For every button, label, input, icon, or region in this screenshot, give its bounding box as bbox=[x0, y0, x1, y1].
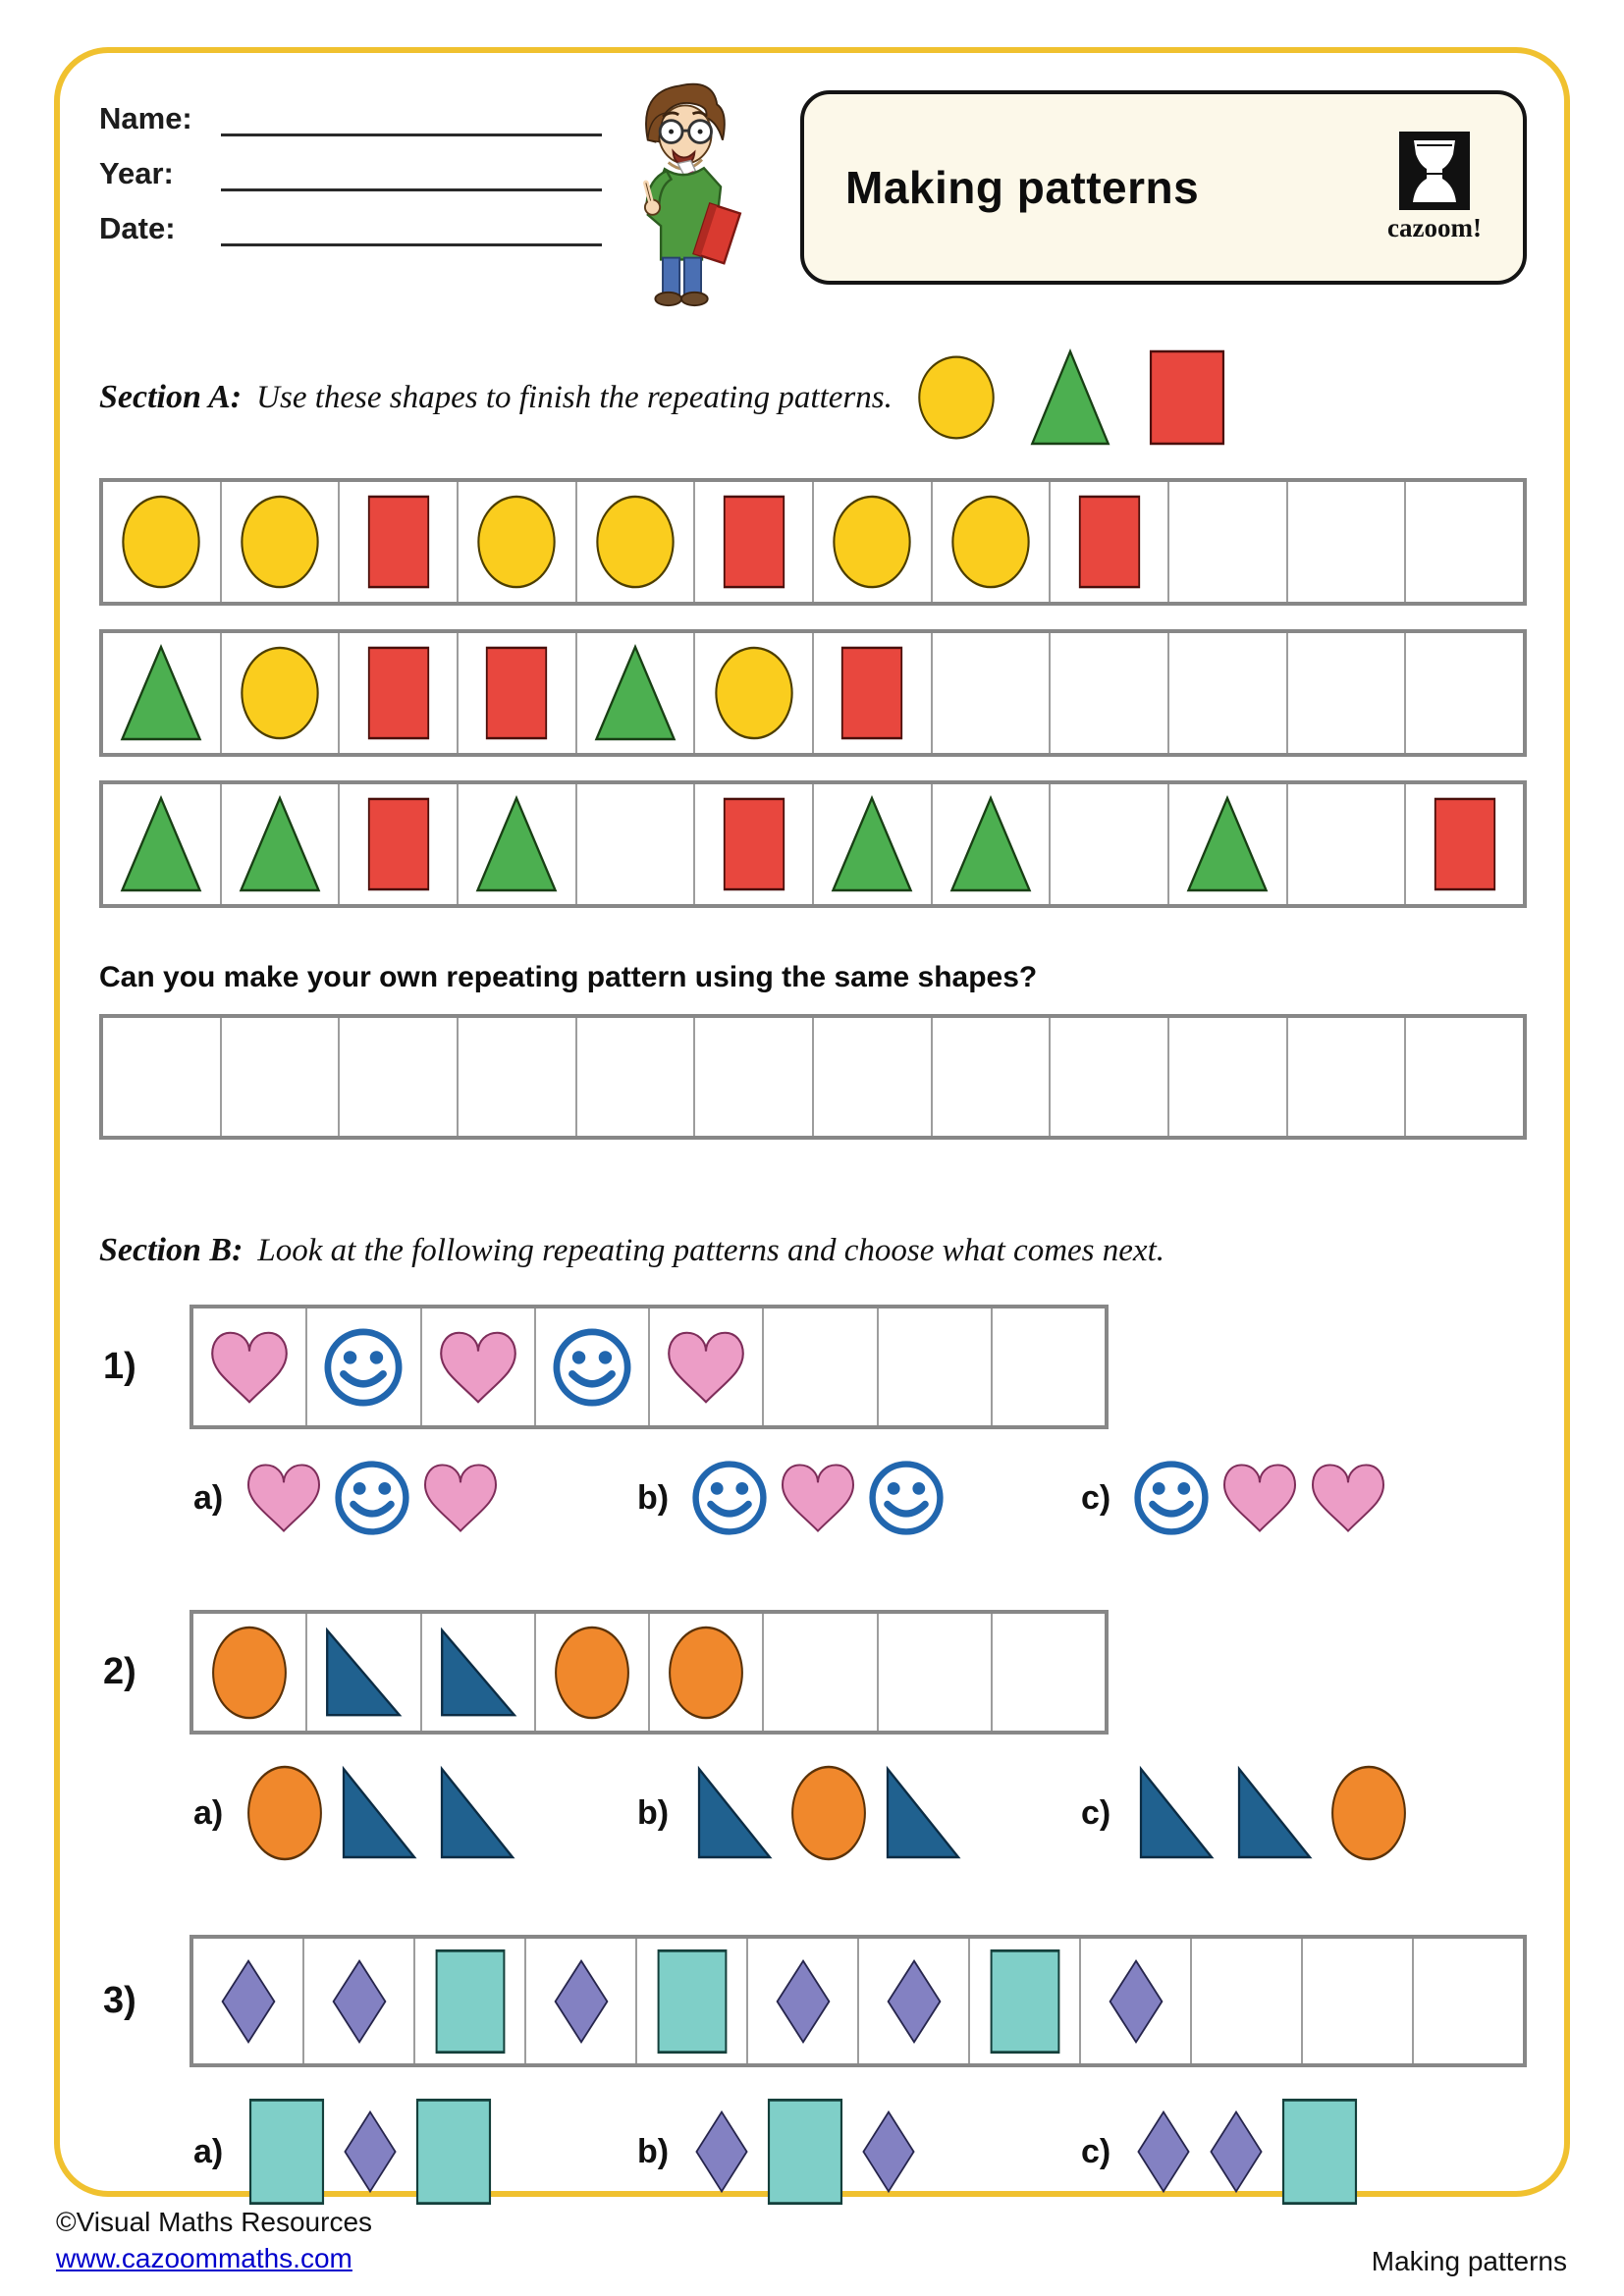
smiley-shape bbox=[333, 1459, 411, 1537]
pattern-cell-diamond bbox=[857, 1939, 968, 2063]
triangle-shape bbox=[235, 795, 325, 893]
pattern-cell-blue-triangle bbox=[305, 1614, 419, 1731]
pattern-cell-square bbox=[1049, 482, 1167, 602]
diamond-shape bbox=[857, 2109, 920, 2194]
pattern-cell-empty[interactable] bbox=[575, 784, 694, 904]
triangle-shape bbox=[827, 795, 917, 893]
triangle-shape bbox=[1026, 348, 1114, 447]
teal-square-shape bbox=[653, 1948, 731, 2056]
diamond-shape bbox=[690, 2109, 753, 2194]
answer-option-b[interactable] bbox=[637, 2097, 1081, 2207]
pattern-cell-triangle bbox=[575, 633, 694, 753]
pattern-cell-triangle bbox=[457, 784, 575, 904]
teal-square-shape bbox=[763, 2097, 847, 2207]
circle-shape bbox=[239, 645, 321, 741]
pattern-cell-empty[interactable] bbox=[762, 1308, 876, 1425]
answer-option-a[interactable] bbox=[193, 1764, 637, 1862]
pattern-cell-empty[interactable] bbox=[877, 1308, 991, 1425]
heart-shape bbox=[421, 1460, 500, 1536]
pattern-cell-empty[interactable] bbox=[931, 1018, 1050, 1136]
section-b-heading-row bbox=[99, 1232, 1527, 1269]
circle-shape bbox=[239, 494, 321, 590]
drum-icon bbox=[1399, 132, 1470, 210]
pattern-cell-circle bbox=[575, 482, 694, 602]
pattern-cell-empty[interactable] bbox=[877, 1614, 991, 1731]
cazoom-logo bbox=[1380, 132, 1489, 243]
year-input-line[interactable] bbox=[221, 159, 602, 191]
blue-triangle-shape bbox=[1132, 1764, 1220, 1862]
pattern-cell-diamond bbox=[302, 1939, 413, 2063]
pattern-cell-teal-square bbox=[635, 1939, 746, 2063]
pattern-cell-smiley bbox=[305, 1308, 419, 1425]
question-2-options bbox=[193, 1764, 1527, 1862]
circle-shape bbox=[475, 494, 558, 590]
question-2-row bbox=[99, 1610, 1527, 1735]
pattern-cell-empty[interactable] bbox=[1286, 633, 1405, 753]
pattern-cell-circle bbox=[220, 482, 339, 602]
pattern-cell-triangle bbox=[931, 784, 1050, 904]
sample-shape-square bbox=[1144, 348, 1230, 447]
triangle-shape bbox=[471, 795, 562, 893]
pattern-cell-empty[interactable] bbox=[1286, 1018, 1405, 1136]
footer-copyright: ©Visual Maths Resources bbox=[56, 2207, 373, 2237]
pattern-cell-orange-circle bbox=[534, 1614, 648, 1731]
diamond-shape bbox=[1104, 1958, 1168, 2045]
pattern-cell-heart bbox=[193, 1308, 305, 1425]
square-shape bbox=[481, 645, 552, 741]
year-label: Year: bbox=[99, 156, 174, 190]
question-1-options bbox=[193, 1459, 1527, 1537]
pattern-cell-empty[interactable] bbox=[762, 1614, 876, 1731]
student-fields bbox=[99, 75, 602, 265]
pattern-cell-empty[interactable] bbox=[812, 1018, 931, 1136]
answer-option-b[interactable] bbox=[637, 1459, 1081, 1537]
diamond-shape bbox=[327, 1958, 392, 2045]
circle-shape bbox=[594, 494, 677, 590]
sample-shape-triangle bbox=[1026, 348, 1114, 447]
pattern-cell-heart bbox=[648, 1308, 762, 1425]
blue-triangle-shape bbox=[879, 1764, 967, 1862]
square-shape bbox=[363, 494, 434, 590]
pattern-cell-empty[interactable] bbox=[1190, 1939, 1301, 2063]
pattern-cell-empty[interactable] bbox=[1404, 1018, 1523, 1136]
name-input-line[interactable] bbox=[221, 104, 602, 136]
section-b-instruction: Look at the following repeating patterns and choose what comes next. bbox=[257, 1232, 1164, 1268]
own-pattern-grid bbox=[99, 1014, 1527, 1140]
pattern-cell-empty[interactable] bbox=[1412, 1939, 1523, 2063]
diamond-shape bbox=[1205, 2109, 1268, 2194]
heart-shape bbox=[437, 1327, 519, 1408]
square-shape bbox=[837, 645, 907, 741]
section-b-heading: Section B: bbox=[99, 1232, 244, 1268]
pattern-row-1 bbox=[99, 478, 1527, 606]
question-3-number: 3) bbox=[103, 1980, 136, 2021]
diamond-shape bbox=[771, 1958, 836, 2045]
pattern-cell-empty[interactable] bbox=[1404, 482, 1523, 602]
answer-option-c[interactable] bbox=[1081, 1459, 1525, 1537]
question-2-number: 2) bbox=[103, 1651, 136, 1692]
smiley-shape bbox=[322, 1326, 405, 1409]
option-label: c) bbox=[1081, 1478, 1111, 1517]
pattern-cell-empty[interactable] bbox=[575, 1018, 694, 1136]
triangle-shape bbox=[116, 795, 206, 893]
orange-circle-shape bbox=[788, 1764, 869, 1862]
pattern-cell-smiley bbox=[534, 1308, 648, 1425]
pattern-cell-heart bbox=[420, 1308, 534, 1425]
answer-option-a[interactable] bbox=[193, 2097, 637, 2207]
heart-shape bbox=[779, 1460, 857, 1536]
pattern-cell-empty[interactable] bbox=[1167, 633, 1286, 753]
square-shape bbox=[1430, 796, 1500, 892]
pattern-cell-circle bbox=[931, 482, 1050, 602]
pattern-cell-blue-triangle bbox=[420, 1614, 534, 1731]
question-3-row bbox=[99, 1935, 1527, 2067]
pattern-cell-empty[interactable] bbox=[931, 633, 1050, 753]
pattern-cell-empty[interactable] bbox=[991, 1614, 1105, 1731]
triangle-shape bbox=[590, 644, 680, 742]
pattern-cell-square bbox=[457, 633, 575, 753]
pattern-cell-circle bbox=[693, 633, 812, 753]
pattern-cell-circle bbox=[103, 482, 220, 602]
pattern-cell-triangle bbox=[812, 784, 931, 904]
circle-shape bbox=[916, 354, 997, 441]
pattern-cell-diamond bbox=[193, 1939, 302, 2063]
year-field-row bbox=[99, 155, 602, 191]
blue-triangle-shape bbox=[318, 1626, 408, 1720]
pattern-cell-orange-circle bbox=[648, 1614, 762, 1731]
diamond-shape bbox=[216, 1958, 281, 2045]
question-1-number: 1) bbox=[103, 1346, 136, 1387]
circle-shape bbox=[831, 494, 913, 590]
option-label: b) bbox=[637, 2132, 670, 2170]
heart-shape bbox=[208, 1327, 291, 1408]
option-label: c) bbox=[1081, 2132, 1111, 2170]
date-field-row bbox=[99, 210, 602, 246]
smiley-shape bbox=[867, 1459, 946, 1537]
pattern-cell-diamond bbox=[746, 1939, 857, 2063]
answer-option-c[interactable] bbox=[1081, 1764, 1525, 1862]
question-3-options bbox=[193, 2097, 1527, 2207]
pattern-cell-circle bbox=[220, 633, 339, 753]
circle-shape bbox=[120, 494, 202, 590]
footer-website-link[interactable]: www.cazoommaths.com bbox=[56, 2243, 352, 2273]
pattern-cell-empty[interactable] bbox=[1049, 1018, 1167, 1136]
pattern-cell-diamond bbox=[524, 1939, 635, 2063]
orange-circle-shape bbox=[552, 1625, 632, 1721]
square-shape bbox=[363, 796, 434, 892]
heart-shape bbox=[244, 1460, 323, 1536]
pattern-cell-empty[interactable] bbox=[1167, 482, 1286, 602]
teal-square-shape bbox=[1277, 2097, 1362, 2207]
square-shape bbox=[1144, 348, 1230, 447]
pattern-cell-diamond bbox=[1079, 1939, 1190, 2063]
option-label: b) bbox=[637, 1793, 670, 1832]
blue-triangle-shape bbox=[1230, 1764, 1319, 1862]
diamond-shape bbox=[549, 1958, 614, 2045]
logo-wordmark: cazoom! bbox=[1387, 213, 1482, 242]
pattern-cell-empty[interactable] bbox=[1049, 633, 1167, 753]
worksheet-frame bbox=[54, 47, 1570, 2197]
square-shape bbox=[1074, 494, 1145, 590]
pattern-cell-triangle bbox=[1167, 784, 1286, 904]
pattern-cell-teal-square bbox=[968, 1939, 1079, 2063]
sample-shape-circle bbox=[916, 354, 997, 441]
teal-square-shape bbox=[244, 2097, 329, 2207]
pattern-cell-empty[interactable] bbox=[1167, 1018, 1286, 1136]
pattern-cell-orange-circle bbox=[193, 1614, 305, 1731]
square-shape bbox=[719, 494, 789, 590]
pattern-cell-square bbox=[338, 482, 457, 602]
diamond-shape bbox=[882, 1958, 947, 2045]
name-field-row bbox=[99, 100, 602, 136]
footer-worksheet-title: Making patterns bbox=[1371, 2246, 1567, 2276]
orange-circle-shape bbox=[666, 1625, 746, 1721]
square-shape bbox=[719, 796, 789, 892]
triangle-shape bbox=[116, 644, 206, 742]
pattern-cell-empty[interactable] bbox=[103, 1018, 220, 1136]
option-label: a) bbox=[193, 1793, 224, 1832]
name-label: Name: bbox=[99, 101, 192, 135]
pattern-cell-square bbox=[812, 633, 931, 753]
orange-circle-shape bbox=[244, 1764, 325, 1862]
diamond-shape bbox=[339, 2109, 402, 2194]
pattern-cell-triangle bbox=[220, 784, 339, 904]
pattern-cell-square bbox=[1404, 784, 1523, 904]
answer-option-c[interactable] bbox=[1081, 2097, 1525, 2207]
blue-triangle-shape bbox=[433, 1764, 521, 1862]
date-input-line[interactable] bbox=[221, 214, 602, 246]
heart-shape bbox=[1309, 1460, 1387, 1536]
page-title: Making patterns bbox=[845, 162, 1200, 213]
blue-triangle-shape bbox=[433, 1626, 523, 1720]
square-shape bbox=[363, 645, 434, 741]
teal-square-shape bbox=[411, 2097, 496, 2207]
pattern-cell-empty[interactable] bbox=[1049, 784, 1167, 904]
pattern-cell-circle bbox=[812, 482, 931, 602]
smiley-shape bbox=[1132, 1459, 1211, 1537]
triangle-shape bbox=[1182, 795, 1272, 893]
question-1-row bbox=[99, 1305, 1527, 1429]
question-2-grid bbox=[189, 1610, 1109, 1735]
orange-circle-shape bbox=[209, 1625, 290, 1721]
pattern-cell-empty[interactable] bbox=[1286, 784, 1405, 904]
pattern-cell-empty[interactable] bbox=[220, 1018, 339, 1136]
section-a-instruction: Use these shapes to finish the repeating patterns. bbox=[256, 379, 893, 415]
pattern-cell-circle bbox=[457, 482, 575, 602]
question-3-grid bbox=[189, 1935, 1527, 2067]
heart-shape bbox=[665, 1327, 747, 1408]
circle-shape bbox=[949, 494, 1032, 590]
circle-shape bbox=[713, 645, 795, 741]
heart-shape bbox=[1220, 1460, 1299, 1536]
option-label: c) bbox=[1081, 1793, 1111, 1832]
orange-circle-shape bbox=[1328, 1764, 1409, 1862]
teal-square-shape bbox=[986, 1948, 1064, 2056]
pattern-cell-square bbox=[693, 784, 812, 904]
pattern-cell-empty[interactable] bbox=[338, 1018, 457, 1136]
pattern-cell-empty[interactable] bbox=[693, 1018, 812, 1136]
pattern-cell-empty[interactable] bbox=[991, 1308, 1105, 1425]
triangle-shape bbox=[946, 795, 1036, 893]
sample-shapes bbox=[916, 348, 1230, 447]
date-label: Date: bbox=[99, 211, 176, 245]
pattern-cell-square bbox=[338, 784, 457, 904]
pattern-cell-square bbox=[338, 633, 457, 753]
smiley-shape bbox=[551, 1326, 633, 1409]
header bbox=[99, 75, 1527, 313]
teal-square-shape bbox=[431, 1948, 510, 2056]
answer-option-a[interactable] bbox=[193, 1459, 637, 1537]
blue-triangle-shape bbox=[690, 1764, 779, 1862]
option-label: a) bbox=[193, 1478, 224, 1517]
pattern-cell-empty[interactable] bbox=[1404, 633, 1523, 753]
pattern-cell-empty[interactable] bbox=[1286, 482, 1405, 602]
pattern-cell-square bbox=[693, 482, 812, 602]
smiley-shape bbox=[690, 1459, 769, 1537]
pattern-cell-triangle bbox=[103, 784, 220, 904]
option-label: b) bbox=[637, 1478, 670, 1517]
title-box bbox=[800, 90, 1527, 285]
option-label: a) bbox=[193, 2132, 224, 2170]
own-pattern-prompt: Can you make your own repeating pattern using the same shapes? bbox=[99, 961, 1038, 993]
question-1-grid bbox=[189, 1305, 1109, 1429]
blue-triangle-shape bbox=[335, 1764, 423, 1862]
diamond-shape bbox=[1132, 2109, 1195, 2194]
pattern-cell-teal-square bbox=[413, 1939, 524, 2063]
pattern-cell-empty[interactable] bbox=[457, 1018, 575, 1136]
pattern-cell-empty[interactable] bbox=[1301, 1939, 1412, 2063]
pattern-row-2 bbox=[99, 629, 1527, 757]
teacher-illustration bbox=[610, 75, 757, 313]
pattern-cell-triangle bbox=[103, 633, 220, 753]
answer-option-b[interactable] bbox=[637, 1764, 1081, 1862]
section-a-heading: Section A: bbox=[99, 379, 243, 415]
teacher-cartoon-icon bbox=[610, 75, 755, 308]
section-a-heading-row bbox=[99, 348, 1527, 447]
pattern-row-3 bbox=[99, 780, 1527, 908]
